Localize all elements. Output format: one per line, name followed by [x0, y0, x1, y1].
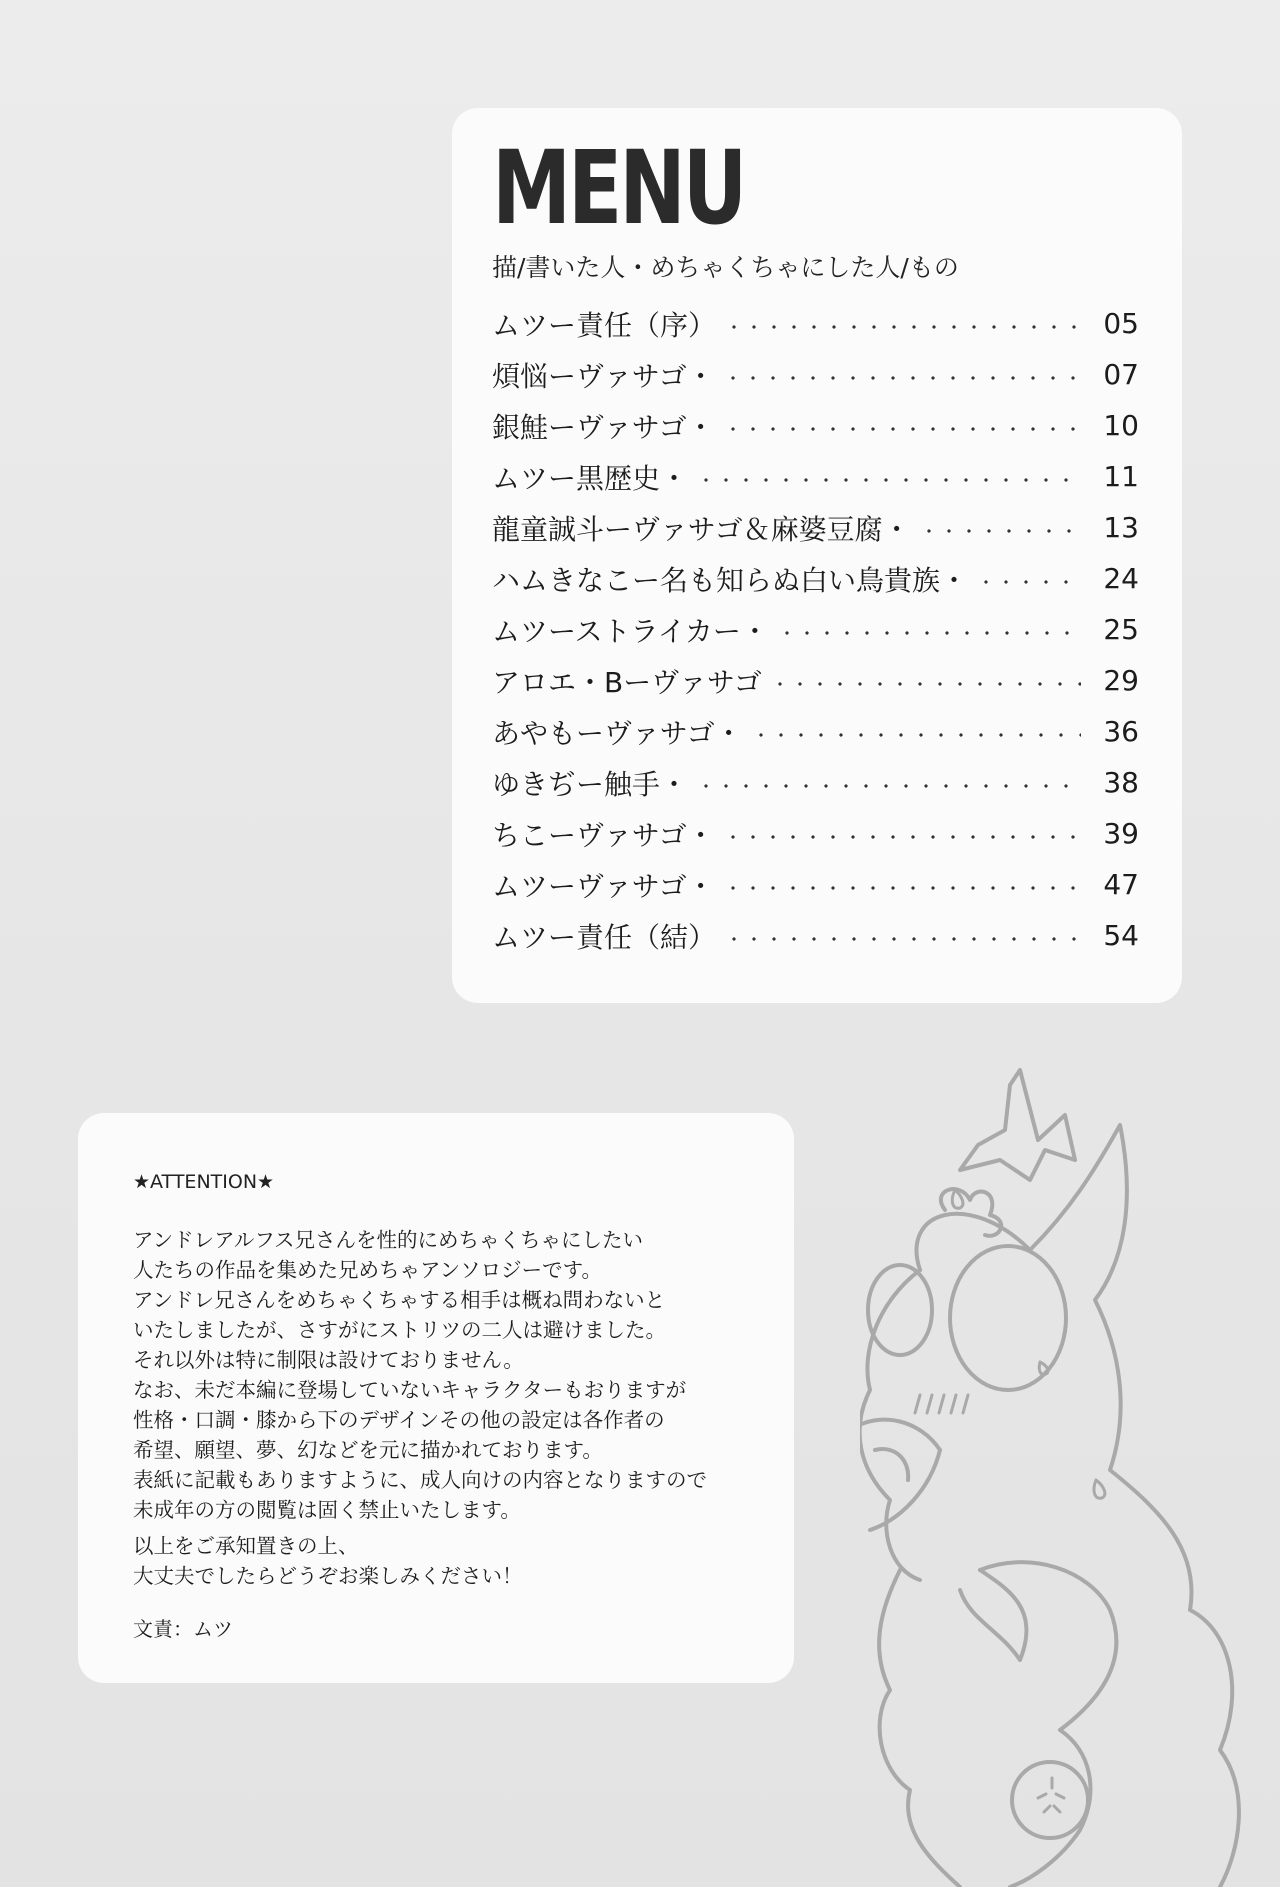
toc-entry	[492, 502, 1139, 553]
toc-entry	[492, 553, 1139, 604]
toc-entry-leader-dots	[723, 427, 1081, 431]
toc-entry-title: ゆきぢー触手・	[492, 767, 689, 801]
toc-entry-title: ムツーストライカー・	[492, 614, 769, 648]
menu-subtitle: 描/書いた人・めちゃくちゃにした人/もの	[492, 253, 959, 282]
toc-entry-page: 36	[1103, 715, 1139, 748]
toc-entry-leader-dots	[723, 886, 1081, 890]
attention-body-line: 表紙に記載もありますように、成人向けの内容となりますので	[133, 1468, 707, 1492]
toc-entry-title: ちこーヴァサゴ・	[492, 818, 715, 852]
toc-entry-page: 24	[1103, 562, 1139, 595]
crest-outline	[960, 1070, 1075, 1180]
toc-entry-leader-dots	[751, 733, 1081, 737]
toc-entry-title: ハムきなこー名も知らぬ白い鳥貴族・	[492, 563, 969, 597]
toc-entry-page: 47	[1103, 868, 1139, 901]
toc-entry-leader-dots	[777, 631, 1081, 635]
toc-entry-leader-dots	[770, 682, 1081, 686]
attention-body	[133, 1225, 773, 1525]
toc-entry-leader-dots	[696, 784, 1081, 788]
toc-entry	[492, 604, 1139, 655]
attention-body-line: アンドレ兄さんをめちゃくちゃする相手は概ね問わないと	[133, 1288, 666, 1312]
toc-entry	[492, 451, 1139, 502]
toc-entry-page: 39	[1103, 817, 1139, 850]
toc-entry	[492, 859, 1139, 910]
attention-panel	[78, 1113, 794, 1683]
attention-body-line: いたしましたが、さすがにストリツの二人は避けました。	[133, 1318, 666, 1342]
toc-entry	[492, 298, 1139, 349]
attention-closing-line: 以上をご承知置きの上、	[133, 1534, 359, 1558]
sweat-drop-2	[1094, 1480, 1105, 1498]
toc-entry-title: 煩悩ーヴァサゴ・	[492, 359, 715, 393]
toc-entry-title: ムツー責任（結）	[492, 920, 717, 954]
tummy-sparks	[1038, 1778, 1064, 1812]
toc-entry	[492, 655, 1139, 706]
toc-entry-page: 29	[1103, 664, 1139, 697]
toc-entry-leader-dots	[723, 835, 1081, 839]
toc-entry-title: あやもーヴァサゴ・	[492, 716, 743, 750]
menu-panel	[452, 108, 1182, 1003]
attention-heading: ★ATTENTION★	[133, 1171, 275, 1193]
attention-body-line: 希望、願望、夢、幻などを元に描かれております。	[133, 1438, 603, 1462]
eye-left-outline	[868, 1265, 932, 1355]
toc-entry	[492, 808, 1139, 859]
toc-entry-title: 龍童誠斗ーヴァサゴ＆麻婆豆腐・	[492, 512, 911, 546]
toc-entry-leader-dots	[976, 580, 1081, 584]
attention-body-line: 性格・口調・膝から下のデザインその他の設定は各作者の	[133, 1408, 665, 1432]
attention-body-line: 人たちの作品を集めた兄めちゃアンソロジーです。	[133, 1258, 603, 1282]
toc-entry-title: 銀鮭ーヴァサゴ・	[492, 410, 715, 444]
toc-entry-leader-dots	[696, 478, 1081, 482]
toc-entry-page: 10	[1103, 409, 1139, 442]
toc-entry-title: ムツー責任（序）	[492, 308, 717, 342]
toc-entry-leader-dots	[723, 376, 1081, 380]
toc-entry-page: 54	[1103, 919, 1139, 952]
tummy-circle	[1012, 1762, 1088, 1838]
table-of-contents	[492, 298, 1139, 961]
toc-entry-title: アロエ・Bーヴァサゴ	[492, 665, 762, 699]
menu-title: MENU	[492, 129, 745, 248]
toc-entry-title: ムツーヴァサゴ・	[492, 869, 715, 903]
toc-entry-leader-dots	[919, 529, 1081, 533]
attention-credit: 文責：ムツ	[133, 1617, 233, 1641]
toc-entry	[492, 349, 1139, 400]
toc-entry-page: 05	[1103, 307, 1139, 340]
attention-closing-line: 大丈夫でしたらどうぞお楽しみください！	[133, 1564, 523, 1588]
toc-entry-page: 38	[1103, 766, 1139, 799]
blush-marks	[915, 1395, 968, 1413]
toc-entry-page: 11	[1103, 460, 1139, 493]
toc-entry	[492, 757, 1139, 808]
beak-inner	[875, 1449, 908, 1480]
attention-body-line: それ以外は特に制限は設けておりません。	[133, 1348, 524, 1372]
toc-entry-leader-dots	[724, 937, 1081, 941]
attention-body-line: なお、未だ本編に登場していないキャラクターもおりますが	[133, 1378, 687, 1402]
mascot-illustration	[860, 1050, 1280, 1887]
toc-entry-page: 25	[1103, 613, 1139, 646]
toc-entry	[492, 400, 1139, 451]
toc-entry	[492, 706, 1139, 757]
toc-entry-page: 13	[1103, 511, 1139, 544]
toc-entry-title: ムツー黒歴史・	[492, 461, 689, 495]
toc-entry-page: 07	[1103, 358, 1139, 391]
ruff-outline	[879, 1570, 960, 1887]
attention-body-line: アンドレアルフス兄さんを性的にめちゃくちゃにしたい	[133, 1228, 644, 1252]
attention-body-line: 未成年の方の閲覧は固く禁止いたします。	[133, 1498, 521, 1522]
chest-heart	[960, 1570, 1026, 1660]
attention-closing	[133, 1531, 523, 1591]
toc-entry-leader-dots	[724, 325, 1081, 329]
toc-entry	[492, 910, 1139, 961]
